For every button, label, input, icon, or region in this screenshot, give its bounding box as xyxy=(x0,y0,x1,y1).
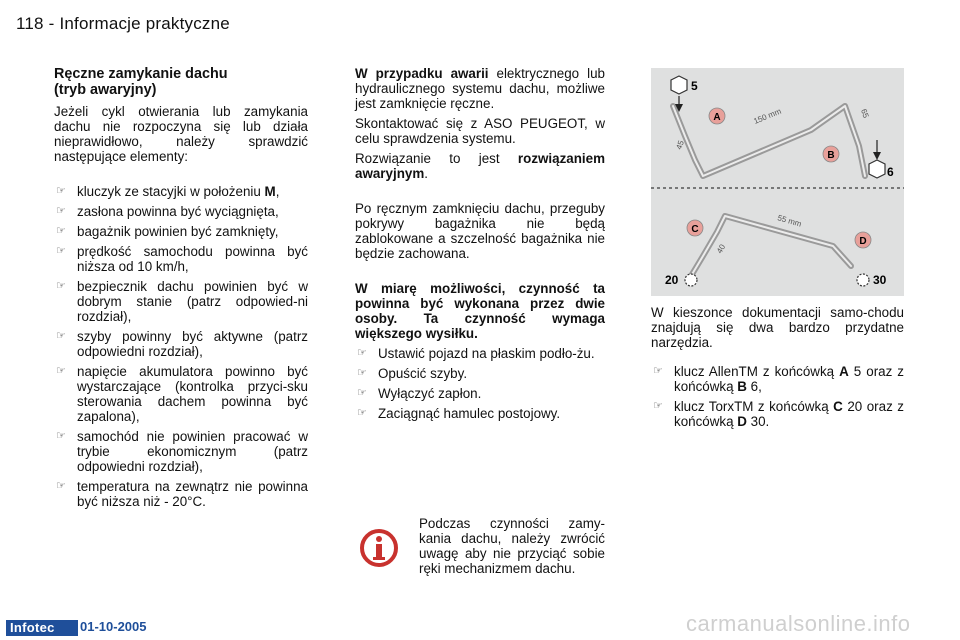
checklist-item-text: kluczyk ze stacyjki w położeniu xyxy=(77,184,265,199)
failure-text: elektrycznego lub hydraulicznego systemu dachu, możliwe jest zamknięcie ręczne. xyxy=(355,66,605,111)
preparation-steps xyxy=(355,346,605,421)
pointing-hand-icon: ☞ xyxy=(56,365,66,377)
checklist-item xyxy=(54,329,308,359)
step-text: Ustawić pojazd na płaskim podło-żu. xyxy=(378,346,595,361)
pointing-hand-icon: ☞ xyxy=(357,367,367,379)
ignition-position-label: M xyxy=(264,184,276,199)
contact-paragraph: Skontaktować się z ASO PEUGEOT, w celu sprawdzenia systemu. xyxy=(355,116,605,146)
checklist-item xyxy=(54,279,308,324)
pointing-hand-icon: ☞ xyxy=(357,387,367,399)
site-watermark: carmanualsonline.info xyxy=(686,611,911,636)
tool-letter: D xyxy=(737,414,747,429)
checklist-item xyxy=(54,224,308,239)
pointing-hand-icon: ☞ xyxy=(56,430,66,442)
tool-text: klucz AllenTM z końcówką xyxy=(674,364,840,379)
column-tools xyxy=(651,305,904,434)
tool-size-label: 5 xyxy=(691,79,698,93)
pointing-hand-icon: ☞ xyxy=(56,185,66,197)
solution-paragraph xyxy=(355,151,605,181)
step-text: Zaciągnąć hamulec postojowy. xyxy=(378,406,561,421)
info-note xyxy=(355,516,605,592)
torx-key-drawing xyxy=(665,213,887,287)
bend-label: A xyxy=(713,112,721,123)
solution-bold: rozwiązaniem awaryjnym xyxy=(355,151,605,181)
checklist-item-text: temperatura na zewnątrz nie powinna być niższa niż - 20°C. xyxy=(77,479,308,509)
after-closing-paragraph: Po ręcznym zamknięciu dachu, przeguby pokrywy bagażnika nie będą zablokowane a szczelność bagażnika nie będzie zachowana. xyxy=(355,201,605,261)
pointing-hand-icon: ☞ xyxy=(56,280,66,292)
page-header xyxy=(16,14,230,34)
pointing-hand-icon: ☞ xyxy=(357,407,367,419)
heading-line-2: (tryb awaryjny) xyxy=(54,82,157,98)
edition-date: 01-10-2005 xyxy=(80,619,147,634)
section-heading xyxy=(54,66,308,98)
two-people-paragraph: W miarę możliwości, czynność ta powinna być wykonana przez dwie osoby. Ta czynność wymaga większego wysiłku. xyxy=(355,281,605,341)
dimension-label: 65 xyxy=(859,107,871,120)
bend-label: D xyxy=(859,236,867,247)
pointing-hand-icon: ☞ xyxy=(56,480,66,492)
bend-label: C xyxy=(691,224,699,235)
pointing-hand-icon: ☞ xyxy=(653,400,663,412)
dimension-label: 45 xyxy=(674,139,686,151)
step-item xyxy=(355,386,605,401)
dimension-label: 55 mm xyxy=(776,213,803,229)
dimension-label: 40 xyxy=(714,242,728,255)
failure-paragraph xyxy=(355,66,605,111)
checklist-item xyxy=(54,204,308,219)
pointing-hand-icon: ☞ xyxy=(653,365,663,377)
tools-illustration xyxy=(651,68,904,296)
torx-tip-icon xyxy=(685,274,697,286)
page-number: 118 xyxy=(16,14,44,33)
tool-item xyxy=(651,364,904,394)
checklist-item-text: samochód nie powinien pracować w trybie ekonomicznym (patrz odpowiedni rozdział), xyxy=(77,429,308,474)
infotec-logo: Infotec xyxy=(6,620,78,636)
tools-intro: W kieszonce dokumentacji samo-chodu znajdują się dwa bardzo przydatne narzędzia. xyxy=(651,305,904,350)
tool-text: 5 oraz z końcówką xyxy=(674,364,904,394)
hex-tip-icon xyxy=(671,76,687,94)
checklist-item xyxy=(54,364,308,424)
pointing-hand-icon: ☞ xyxy=(56,245,66,257)
checklist-item xyxy=(54,244,308,274)
header-separator: - xyxy=(48,14,55,33)
intro-paragraph: Jeżeli cykl otwierania lub zamykania dachu nie rozpoczyna się lub działa nieprawidłowo, należy sprawdzić następujące elementy: xyxy=(54,104,308,164)
failure-lead: W przypadku awarii xyxy=(355,66,489,81)
checklist-item xyxy=(54,479,308,509)
checklist-item-text: bezpiecznik dachu powinien być w dobrym stanie (patrz odpowied-ni rozdział), xyxy=(77,279,308,324)
tools-drawing xyxy=(651,68,904,296)
tool-letter: A xyxy=(839,364,849,379)
tool-text: 20 oraz z końcówką xyxy=(674,399,904,429)
checklist-item-text: szyby powinny być aktywne (patrz odpowiedni rozdział), xyxy=(77,329,308,359)
tool-size-label: 6 xyxy=(887,165,894,179)
tool-letter: C xyxy=(833,399,843,414)
tool-size-label: 20 xyxy=(665,273,679,287)
checklist-item-text: bagażnik powinien być zamknięty, xyxy=(77,224,279,239)
bend-label: B xyxy=(827,150,835,161)
step-text: Wyłączyć zapłon. xyxy=(378,386,482,401)
tool-text: 6, xyxy=(746,379,762,394)
step-text: Opuścić szyby. xyxy=(378,366,468,381)
pointing-hand-icon: ☞ xyxy=(357,347,367,359)
solution-text: Rozwiązanie to jest xyxy=(355,151,518,166)
pointing-hand-icon: ☞ xyxy=(56,330,66,342)
allen-key-drawing xyxy=(671,76,894,179)
checklist-item xyxy=(54,184,308,199)
checklist-item-text: napięcie akumulatora powinno być wystarczające (kontrolka przyci-sku sterowania dachem powinna być zapalona), xyxy=(77,364,308,424)
section-title: Informacje praktyczne xyxy=(59,14,230,33)
dimension-label: 150 mm xyxy=(752,106,783,126)
tool-letter: B xyxy=(737,379,747,394)
step-item xyxy=(355,406,605,421)
solution-end: . xyxy=(424,166,428,181)
hex-tip-icon xyxy=(869,160,885,178)
tools-list xyxy=(651,364,904,429)
pointing-hand-icon: ☞ xyxy=(56,225,66,237)
step-item xyxy=(355,346,605,361)
checklist-item-text: prędkość samochodu powinna być niższa od 10 km/h, xyxy=(77,244,308,274)
heading-line-1: Ręczne zamykanie dachu xyxy=(54,66,228,82)
checklist-item-end: , xyxy=(275,184,280,199)
column-checklist xyxy=(54,66,308,514)
step-item xyxy=(355,366,605,381)
tool-text: klucz TorxTM z końcówką xyxy=(674,399,834,414)
info-text: Podczas czynności zamy-kania dachu, należy zwrócić uwagę aby nie przyciąć sobie ręki mechanizmem dachu. xyxy=(419,516,605,576)
checklist xyxy=(54,184,308,509)
tip-pointer-arrow xyxy=(873,152,881,160)
column-emergency xyxy=(355,66,605,426)
tool-size-label: 30 xyxy=(873,273,887,287)
checklist-item-text: zasłona powinna być wyciągnięta, xyxy=(77,204,279,219)
torx-tip-icon xyxy=(857,274,869,286)
checklist-item xyxy=(54,429,308,474)
pointing-hand-icon: ☞ xyxy=(56,205,66,217)
tool-item xyxy=(651,399,904,429)
tool-text: 30. xyxy=(746,414,770,429)
torx-key-shape xyxy=(691,216,851,276)
info-icon xyxy=(359,528,399,568)
